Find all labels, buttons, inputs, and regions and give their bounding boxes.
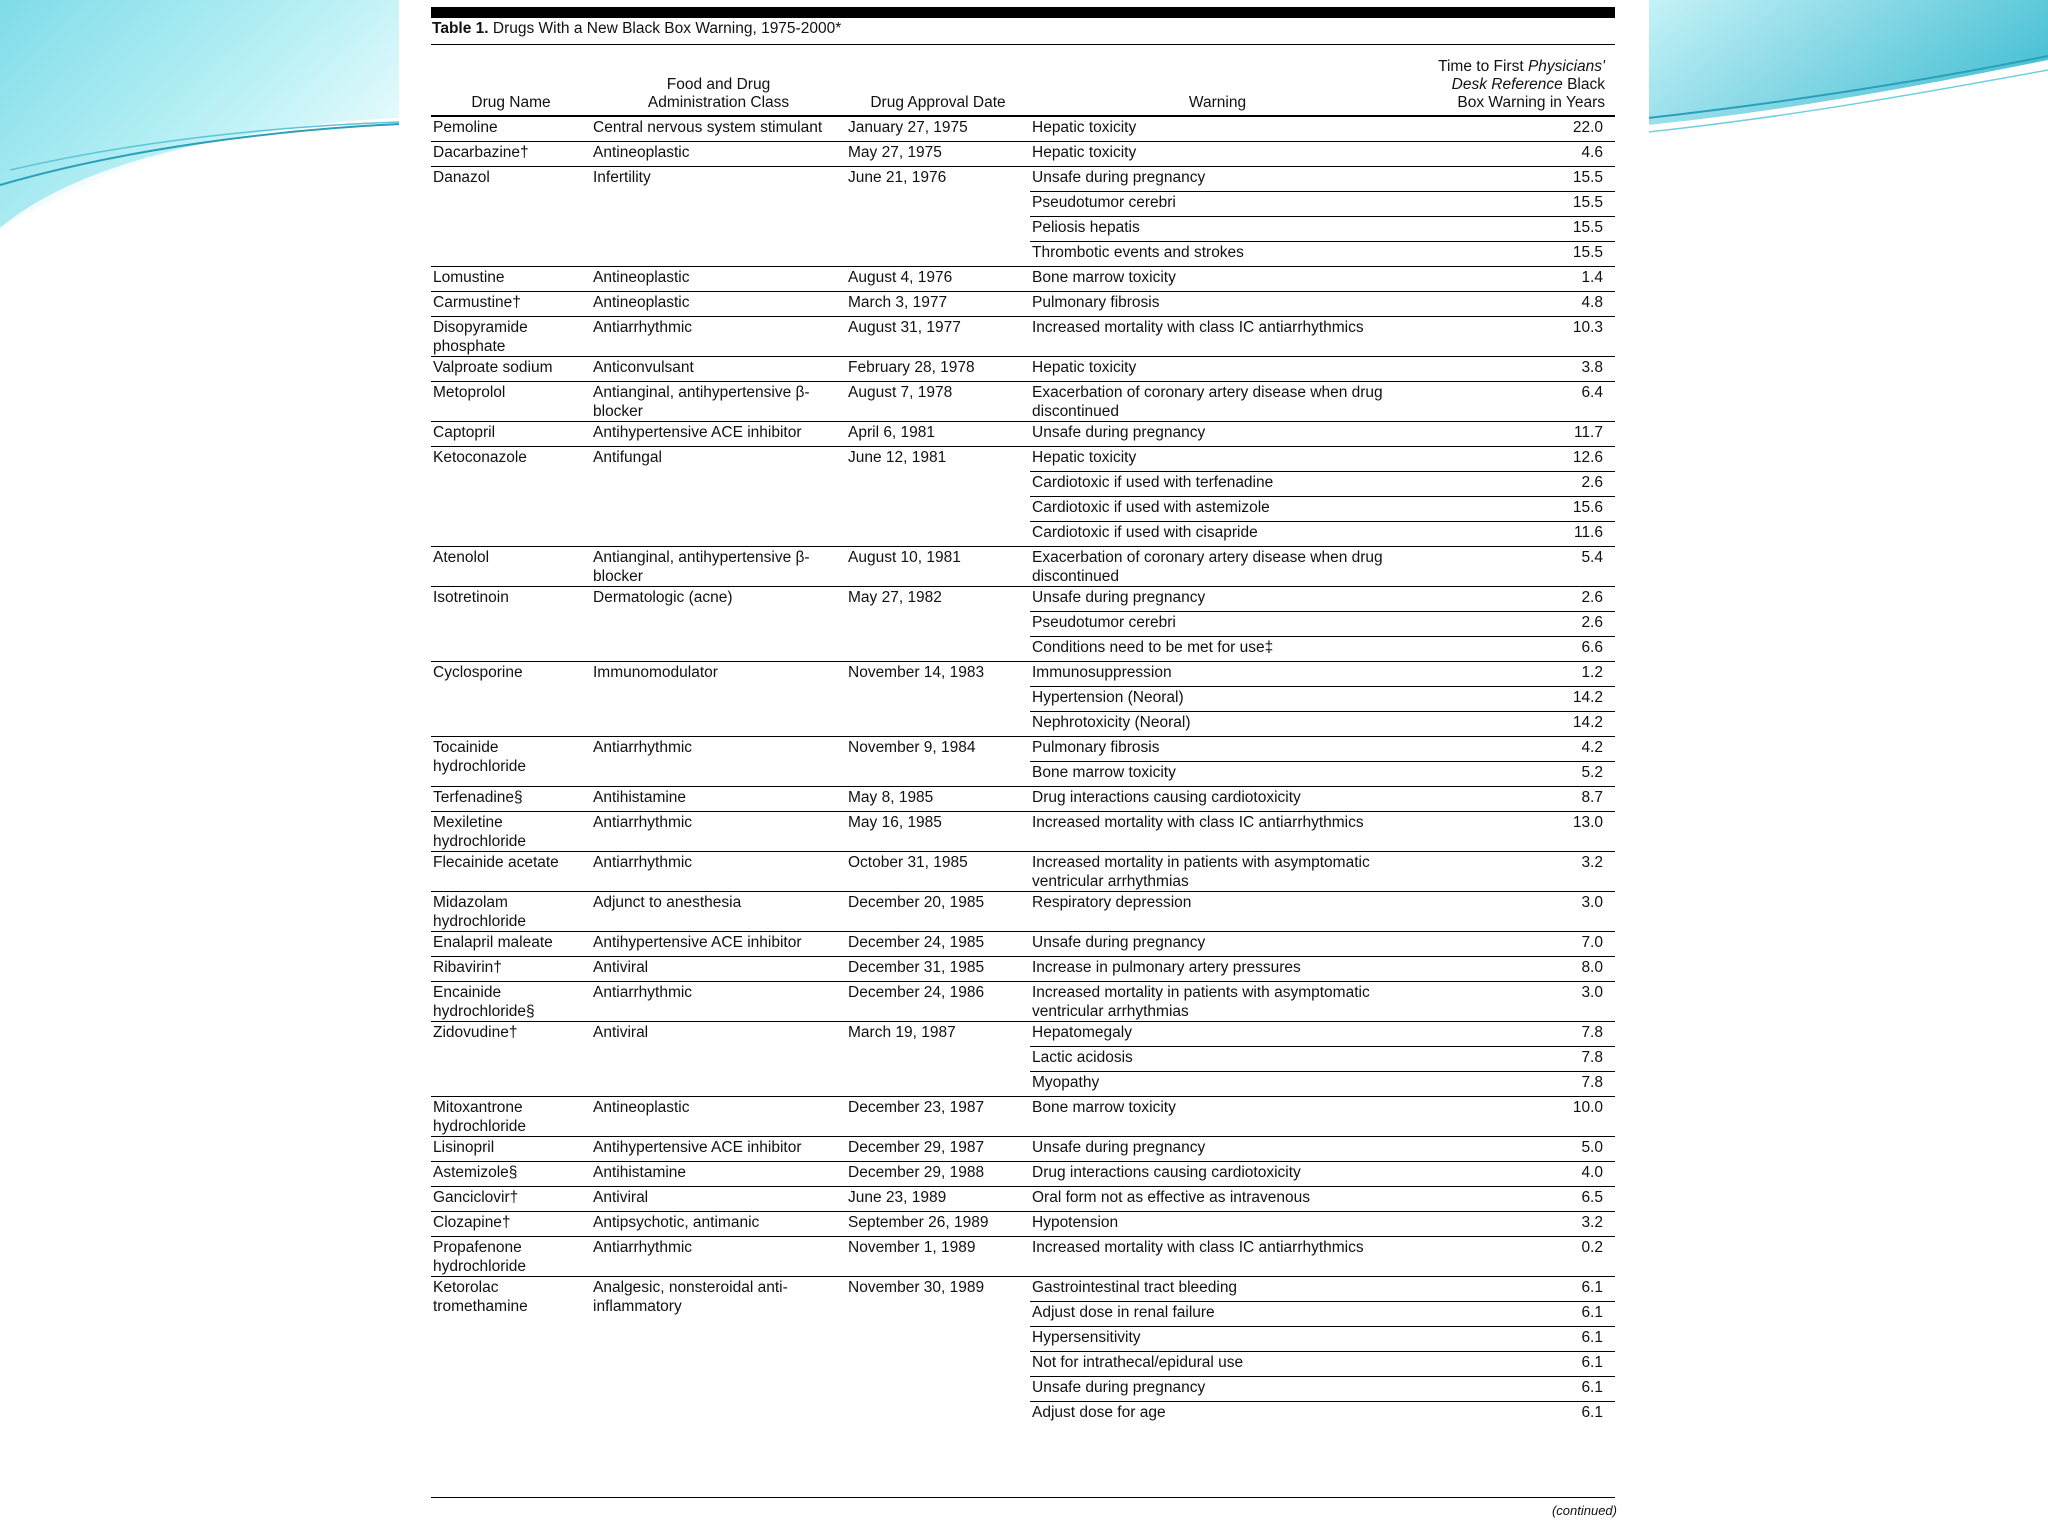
drug-name-cell: Lomustine <box>431 267 591 292</box>
table-row <box>431 1022 1615 1047</box>
table-row <box>431 142 1615 167</box>
header-time-line1a: Time to First <box>1438 58 1528 75</box>
years-cell: 6.4 <box>1405 382 1615 422</box>
years-cell: 14.2 <box>1405 687 1615 712</box>
table-row <box>431 422 1615 447</box>
drug-name-cell: Tocainide hydrochloride <box>431 737 591 787</box>
years-cell: 3.0 <box>1405 982 1615 1022</box>
drug-name-cell: Captopril <box>431 422 591 447</box>
approval-date-cell: December 20, 1985 <box>846 892 1030 932</box>
drug-name-cell: Clozapine† <box>431 1212 591 1237</box>
table-row <box>431 812 1615 852</box>
years-cell: 15.5 <box>1405 167 1615 192</box>
table-row <box>431 1212 1615 1237</box>
warning-cell: Lactic acidosis <box>1030 1047 1405 1072</box>
warning-cell: Increased mortality in patients with asymptomatic ventricular arrhythmias <box>1030 982 1405 1022</box>
drug-name-cell: Ketoconazole <box>431 447 591 547</box>
header-drug-name: Drug Name <box>431 47 591 116</box>
years-cell: 15.5 <box>1405 242 1615 267</box>
drug-name-cell: Danazol <box>431 167 591 267</box>
drug-name-cell: Astemizole§ <box>431 1162 591 1187</box>
warning-cell: Bone marrow toxicity <box>1030 267 1405 292</box>
warning-cell: Not for intrathecal/epidural use <box>1030 1352 1405 1377</box>
fda-class-cell: Dermatologic (acne) <box>591 587 846 662</box>
fda-class-cell: Adjunct to anesthesia <box>591 892 846 932</box>
approval-date-cell: August 31, 1977 <box>846 317 1030 357</box>
warning-cell: Unsafe during pregnancy <box>1030 1377 1405 1402</box>
drug-name-cell: Ribavirin† <box>431 957 591 982</box>
warning-cell: Unsafe during pregnancy <box>1030 1137 1405 1162</box>
table-row <box>431 662 1615 687</box>
warning-cell: Oral form not as effective as intravenous <box>1030 1187 1405 1212</box>
years-cell: 6.1 <box>1405 1402 1615 1427</box>
drug-name-cell: Cyclosporine <box>431 662 591 737</box>
table-row <box>431 587 1615 612</box>
years-cell: 3.8 <box>1405 357 1615 382</box>
header-time-line2b: Black <box>1562 76 1605 93</box>
warning-cell: Hepatic toxicity <box>1030 447 1405 472</box>
approval-date-cell: December 29, 1988 <box>846 1162 1030 1187</box>
approval-date-cell: August 4, 1976 <box>846 267 1030 292</box>
warning-cell: Drug interactions causing cardiotoxicity <box>1030 1162 1405 1187</box>
approval-date-cell: June 12, 1981 <box>846 447 1030 547</box>
table-header-row <box>431 47 1615 116</box>
drug-name-cell: Atenolol <box>431 547 591 587</box>
warning-cell: Peliosis hepatis <box>1030 217 1405 242</box>
warning-cell: Unsafe during pregnancy <box>1030 422 1405 447</box>
header-class-line2: Administration Class <box>647 94 790 111</box>
drug-name-cell: Metoprolol <box>431 382 591 422</box>
warning-cell: Hypersensitivity <box>1030 1327 1405 1352</box>
drug-name-cell: Enalapril maleate <box>431 932 591 957</box>
table-row <box>431 357 1615 382</box>
years-cell: 10.0 <box>1405 1097 1615 1137</box>
approval-date-cell: November 1, 1989 <box>846 1237 1030 1277</box>
warning-cell: Hypotension <box>1030 1212 1405 1237</box>
table-row <box>431 1237 1615 1277</box>
fda-class-cell: Antineoplastic <box>591 142 846 167</box>
warning-cell: Increased mortality in patients with asymptomatic ventricular arrhythmias <box>1030 852 1405 892</box>
warning-cell: Hypertension (Neoral) <box>1030 687 1405 712</box>
approval-date-cell: December 24, 1985 <box>846 932 1030 957</box>
approval-date-cell: June 21, 1976 <box>846 167 1030 267</box>
table-row <box>431 737 1615 762</box>
approval-date-cell: May 16, 1985 <box>846 812 1030 852</box>
approval-date-cell: September 26, 1989 <box>846 1212 1030 1237</box>
warning-cell: Hepatomegaly <box>1030 1022 1405 1047</box>
warning-cell: Adjust dose in renal failure <box>1030 1302 1405 1327</box>
fda-class-cell: Antihypertensive ACE inhibitor <box>591 932 846 957</box>
approval-date-cell: April 6, 1981 <box>846 422 1030 447</box>
fda-class-cell: Antiarrhythmic <box>591 852 846 892</box>
years-cell: 3.2 <box>1405 1212 1615 1237</box>
header-class-line1: Food and Drug <box>666 76 771 93</box>
warning-cell: Pulmonary fibrosis <box>1030 737 1405 762</box>
warning-cell: Immunosuppression <box>1030 662 1405 687</box>
fda-class-cell: Antifungal <box>591 447 846 547</box>
fda-class-cell: Antiarrhythmic <box>591 1237 846 1277</box>
warning-cell: Pulmonary fibrosis <box>1030 292 1405 317</box>
approval-date-cell: November 14, 1983 <box>846 662 1030 737</box>
fda-class-cell: Antianginal, antihypertensive β-blocker <box>591 382 846 422</box>
fda-class-cell: Antihistamine <box>591 787 846 812</box>
table-row <box>431 1097 1615 1137</box>
warning-cell: Cardiotoxic if used with terfenadine <box>1030 472 1405 497</box>
warning-cell: Thrombotic events and strokes <box>1030 242 1405 267</box>
years-cell: 5.2 <box>1405 762 1615 787</box>
warning-cell: Increased mortality with class IC antiarrhythmics <box>1030 317 1405 357</box>
table-title-text: Drugs With a New Black Box Warning, 1975-2000* <box>492 20 842 37</box>
years-cell: 6.1 <box>1405 1327 1615 1352</box>
header-time-to-warning <box>1405 47 1615 116</box>
warning-cell: Myopathy <box>1030 1072 1405 1097</box>
table-row <box>431 317 1615 357</box>
years-cell: 6.1 <box>1405 1302 1615 1327</box>
years-cell: 1.2 <box>1405 662 1615 687</box>
drug-name-cell: Isotretinoin <box>431 587 591 662</box>
warning-cell: Pseudotumor cerebri <box>1030 192 1405 217</box>
years-cell: 7.8 <box>1405 1072 1615 1097</box>
warning-cell: Unsafe during pregnancy <box>1030 167 1405 192</box>
table-row <box>431 982 1615 1022</box>
table-row <box>431 1187 1615 1212</box>
header-fda-class <box>591 47 846 116</box>
table-row <box>431 1162 1615 1187</box>
drug-name-cell: Propafenone hydrochloride <box>431 1237 591 1277</box>
years-cell: 15.5 <box>1405 192 1615 217</box>
table-row <box>431 787 1615 812</box>
years-cell: 5.4 <box>1405 547 1615 587</box>
approval-date-cell: December 23, 1987 <box>846 1097 1030 1137</box>
fda-class-cell: Analgesic, nonsteroidal anti-inflammatory <box>591 1277 846 1427</box>
fda-class-cell: Antineoplastic <box>591 267 846 292</box>
header-time-line1b: Physicians' <box>1527 58 1605 75</box>
approval-date-cell: March 3, 1977 <box>846 292 1030 317</box>
warning-cell: Conditions need to be met for use‡ <box>1030 637 1405 662</box>
years-cell: 4.2 <box>1405 737 1615 762</box>
fda-class-cell: Antihypertensive ACE inhibitor <box>591 1137 846 1162</box>
fda-class-cell: Antiarrhythmic <box>591 812 846 852</box>
approval-date-cell: November 9, 1984 <box>846 737 1030 787</box>
approval-date-cell: November 30, 1989 <box>846 1277 1030 1427</box>
drug-name-cell: Disopyramide phosphate <box>431 317 591 357</box>
years-cell: 2.6 <box>1405 472 1615 497</box>
years-cell: 2.6 <box>1405 612 1615 637</box>
fda-class-cell: Antiviral <box>591 957 846 982</box>
fda-class-cell: Antihistamine <box>591 1162 846 1187</box>
continued-note: (continued) <box>1551 1503 1617 1518</box>
table-row <box>431 932 1615 957</box>
drug-name-cell: Carmustine† <box>431 292 591 317</box>
table-row <box>431 547 1615 587</box>
fda-class-cell: Antianginal, antihypertensive β-blocker <box>591 547 846 587</box>
warning-cell: Bone marrow toxicity <box>1030 1097 1405 1137</box>
drug-name-cell: Terfenadine§ <box>431 787 591 812</box>
fda-class-cell: Antineoplastic <box>591 1097 846 1137</box>
header-approval-date: Drug Approval Date <box>846 47 1030 116</box>
drug-name-cell: Lisinopril <box>431 1137 591 1162</box>
years-cell: 1.4 <box>1405 267 1615 292</box>
years-cell: 11.7 <box>1405 422 1615 447</box>
table-row <box>431 116 1615 142</box>
fda-class-cell: Antiviral <box>591 1187 846 1212</box>
table-row <box>431 852 1615 892</box>
years-cell: 11.6 <box>1405 522 1615 547</box>
approval-date-cell: May 27, 1975 <box>846 142 1030 167</box>
drug-name-cell: Midazolam hydrochloride <box>431 892 591 932</box>
drug-name-cell: Encainide hydrochloride§ <box>431 982 591 1022</box>
table-row <box>431 1137 1615 1162</box>
years-cell: 14.2 <box>1405 712 1615 737</box>
fda-class-cell: Central nervous system stimulant <box>591 116 846 142</box>
table-row <box>431 892 1615 932</box>
years-cell: 3.2 <box>1405 852 1615 892</box>
warning-cell: Adjust dose for age <box>1030 1402 1405 1427</box>
warning-cell: Increased mortality with class IC antiarrhythmics <box>1030 812 1405 852</box>
warning-cell: Exacerbation of coronary artery disease when drug discontinued <box>1030 547 1405 587</box>
approval-date-cell: August 7, 1978 <box>846 382 1030 422</box>
slide-decoration-left <box>0 0 400 240</box>
years-cell: 7.8 <box>1405 1047 1615 1072</box>
table-title <box>432 20 841 38</box>
header-time-line3: Box Warning in Years <box>1457 94 1605 111</box>
warning-cell: Cardiotoxic if used with cisapride <box>1030 522 1405 547</box>
years-cell: 6.1 <box>1405 1277 1615 1302</box>
warning-cell: Unsafe during pregnancy <box>1030 587 1405 612</box>
years-cell: 10.3 <box>1405 317 1615 357</box>
warning-cell: Bone marrow toxicity <box>1030 762 1405 787</box>
drug-name-cell: Dacarbazine† <box>431 142 591 167</box>
table-document <box>399 0 1649 1536</box>
years-cell: 4.8 <box>1405 292 1615 317</box>
drug-name-cell: Flecainide acetate <box>431 852 591 892</box>
approval-date-cell: February 28, 1978 <box>846 357 1030 382</box>
fda-class-cell: Antiarrhythmic <box>591 982 846 1022</box>
drug-name-cell: Mexiletine hydrochloride <box>431 812 591 852</box>
approval-date-cell: June 23, 1989 <box>846 1187 1030 1212</box>
warning-cell: Drug interactions causing cardiotoxicity <box>1030 787 1405 812</box>
warning-cell: Increase in pulmonary artery pressures <box>1030 957 1405 982</box>
years-cell: 7.8 <box>1405 1022 1615 1047</box>
fda-class-cell: Antihypertensive ACE inhibitor <box>591 422 846 447</box>
years-cell: 4.6 <box>1405 142 1615 167</box>
fda-class-cell: Antiarrhythmic <box>591 737 846 787</box>
warning-cell: Hepatic toxicity <box>1030 116 1405 142</box>
warning-cell: Unsafe during pregnancy <box>1030 932 1405 957</box>
fda-class-cell: Antiarrhythmic <box>591 317 846 357</box>
table-top-bar <box>431 7 1615 18</box>
warning-cell: Gastrointestinal tract bleeding <box>1030 1277 1405 1302</box>
years-cell: 6.1 <box>1405 1352 1615 1377</box>
warning-cell: Cardiotoxic if used with astemizole <box>1030 497 1405 522</box>
warning-cell: Nephrotoxicity (Neoral) <box>1030 712 1405 737</box>
approval-date-cell: December 29, 1987 <box>846 1137 1030 1162</box>
drug-name-cell: Ganciclovir† <box>431 1187 591 1212</box>
table-row <box>431 292 1615 317</box>
years-cell: 15.5 <box>1405 217 1615 242</box>
years-cell: 12.6 <box>1405 447 1615 472</box>
table-row <box>431 1277 1615 1302</box>
years-cell: 4.0 <box>1405 1162 1615 1187</box>
warning-cell: Pseudotumor cerebri <box>1030 612 1405 637</box>
years-cell: 6.1 <box>1405 1377 1615 1402</box>
fda-class-cell: Antiviral <box>591 1022 846 1097</box>
drug-name-cell: Zidovudine† <box>431 1022 591 1097</box>
drug-name-cell: Mitoxantrone hydrochloride <box>431 1097 591 1137</box>
fda-class-cell: Immunomodulator <box>591 662 846 737</box>
approval-date-cell: May 27, 1982 <box>846 587 1030 662</box>
table-row <box>431 447 1615 472</box>
approval-date-cell: October 31, 1985 <box>846 852 1030 892</box>
warning-cell: Hepatic toxicity <box>1030 142 1405 167</box>
table-row <box>431 957 1615 982</box>
warning-cell: Respiratory depression <box>1030 892 1405 932</box>
fda-class-cell: Anticonvulsant <box>591 357 846 382</box>
years-cell: 8.7 <box>1405 787 1615 812</box>
slide-decoration-right <box>1648 0 2048 160</box>
approval-date-cell: December 31, 1985 <box>846 957 1030 982</box>
years-cell: 0.2 <box>1405 1237 1615 1277</box>
table-row <box>431 267 1615 292</box>
drug-name-cell: Valproate sodium <box>431 357 591 382</box>
years-cell: 13.0 <box>1405 812 1615 852</box>
drug-name-cell: Ketorolac tromethamine <box>431 1277 591 1427</box>
title-rule <box>431 44 1615 45</box>
table-title-label: Table 1. <box>432 20 489 37</box>
fda-class-cell: Antipsychotic, antimanic <box>591 1212 846 1237</box>
years-cell: 6.5 <box>1405 1187 1615 1212</box>
approval-date-cell: December 24, 1986 <box>846 982 1030 1022</box>
years-cell: 8.0 <box>1405 957 1615 982</box>
warning-cell: Exacerbation of coronary artery disease when drug discontinued <box>1030 382 1405 422</box>
approval-date-cell: January 27, 1975 <box>846 116 1030 142</box>
header-time-line2a: Desk Reference <box>1451 76 1563 93</box>
fda-class-cell: Antineoplastic <box>591 292 846 317</box>
years-cell: 22.0 <box>1405 116 1615 142</box>
drug-table <box>431 47 1615 1426</box>
warning-cell: Hepatic toxicity <box>1030 357 1405 382</box>
years-cell: 7.0 <box>1405 932 1615 957</box>
table-row <box>431 167 1615 192</box>
years-cell: 5.0 <box>1405 1137 1615 1162</box>
fda-class-cell: Infertility <box>591 167 846 267</box>
years-cell: 3.0 <box>1405 892 1615 932</box>
table-body <box>431 116 1615 1426</box>
drug-name-cell: Pemoline <box>431 116 591 142</box>
years-cell: 2.6 <box>1405 587 1615 612</box>
approval-date-cell: August 10, 1981 <box>846 547 1030 587</box>
years-cell: 6.6 <box>1405 637 1615 662</box>
bottom-rule <box>431 1497 1615 1498</box>
table-row <box>431 382 1615 422</box>
years-cell: 15.6 <box>1405 497 1615 522</box>
warning-cell: Increased mortality with class IC antiarrhythmics <box>1030 1237 1405 1277</box>
header-warning: Warning <box>1030 47 1405 116</box>
approval-date-cell: May 8, 1985 <box>846 787 1030 812</box>
approval-date-cell: March 19, 1987 <box>846 1022 1030 1097</box>
